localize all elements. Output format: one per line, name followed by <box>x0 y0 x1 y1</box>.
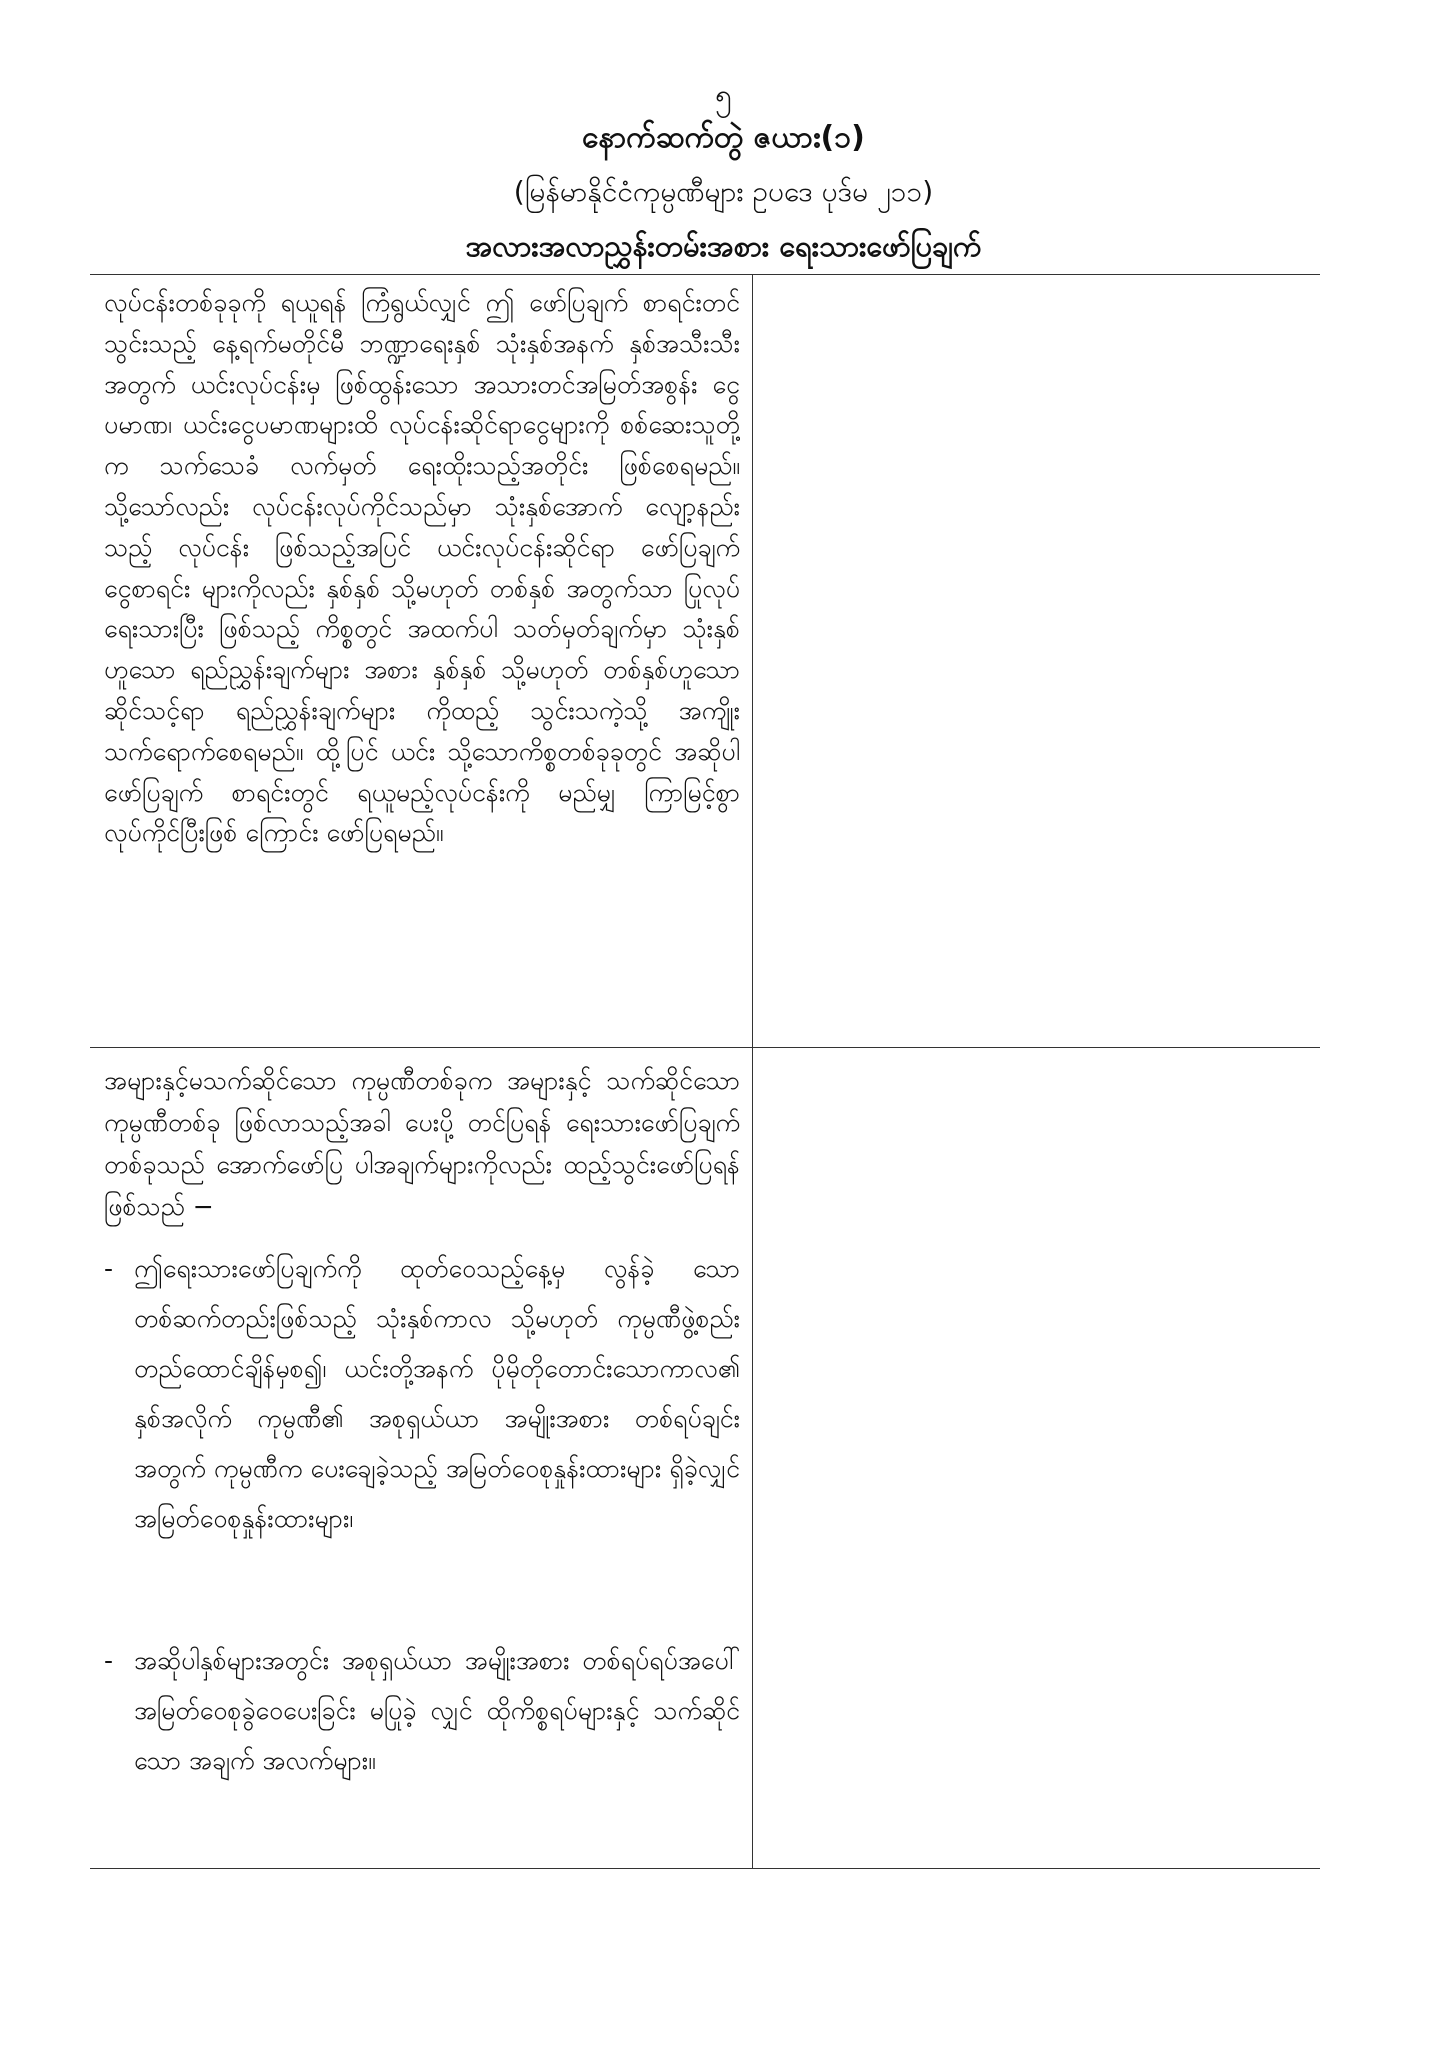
row-2-intro-text: အများနှင့်မသက်ဆိုင်သော ကုမ္ပဏီတစ်ခုက အများနှင့် သက်ဆိုင်သောကုမ္ပဏီတစ်ခု ဖြစ်လာသည့်အခါ ပေးပို့ တင်ပြရန် ရေးသားဖော်ပြချက်တစ်ခုသည် အောက်ဖော်ပြ ပါအချက်များကိုလည်း ထည့်သွင်းဖော်ပြရန် ဖြစ်သည် − <box>104 1066 740 1221</box>
bullet-dash: - <box>104 1254 114 1283</box>
bullet-text: အဆိုပါနှစ်များအတွင်း အစုရှယ်ယာ အမျိုးအစား တစ်ရပ်ရပ်အပေါ် အမြတ်ဝေစုခွဲဝေပေးခြင်း မပြုခဲ့ လျှင် ထိုကိစ္စရပ်များနှင့် သက်ဆိုင်သော အချက် အလက်များ။ <box>134 1646 740 1775</box>
table-column-divider <box>752 274 753 1868</box>
annex-title: နောက်ဆက်တွဲ ဇယား(၁) <box>582 120 865 155</box>
annex-subtitle: (မြန်မာနိုင်ငံကုမ္ပဏီများ ဥပဒေ ပုဒ်မ ၂၁၁) <box>513 175 934 208</box>
form-title: အလားအလာညွှန်းတမ်းအစား ရေးသားဖော်ပြချက် <box>465 229 982 263</box>
row-1-left-text: လုပ်ငန်းတစ်ခုခုကို ရယူရန် ကြံရွယ်လျှင် ဤ ဖော်ပြချက် စာရင်းတင်သွင်းသည့် နေ့ရက်မတိုင်မီ ဘဏ္ဍာရေးနှစ် သုံးနှစ်အနက် နှစ်အသီးသီး အတွက် ယင်းလုပ်ငန်းမှ ဖြစ်ထွန်းသော အသားတင်အမြတ်အစွန်း ငွေပမာဏ၊ ယင်းငွေပမာဏများထိ လုပ်ငန်းဆိုင်ရာငွေများကို စစ်ဆေးသူတို့က သက်သေခံ လက်မှတ် ရေးထိုးသည့်အတိုင်း ဖြစ်စေရမည်။ သို့သော်လည်း လုပ်ငန်းလုပ်ကိုင်သည်မှာ သုံးနှစ်အောက် လျော့နည်းသည့် လုပ်ငန်း ဖြစ်သည့်အပြင် ယင်းလုပ်ငန်းဆိုင်ရာ ဖော်ပြချက် ငွေစာရင်း များကိုလည်း နှစ်နှစ် သို့မဟုတ် တစ်နှစ် အတွက်သာ ပြုလုပ် ရေးသားပြီး ဖြစ်သည့် ကိစ္စတွင် အထက်ပါ သတ်မှတ်ချက်မှာ သုံးနှစ် ဟူသော ရည်ညွှန်းချက်များ အစား နှစ်နှစ် သို့မဟုတ် တစ်နှစ်ဟူသော ဆိုင်သင့်ရာ ရည်ညွှန်းချက်များ ကိုထည့် သွင်းသကဲ့သို့ အကျိုးသက်ရောက်စေရမည်။ ထို့ပြင် ယင်း သို့သောကိစ္စတစ်ခုခုတွင် အဆိုပါဖော်ပြချက် စာရင်းတွင် ရယူမည့်လုပ်ငန်းကို မည်မျှ ကြာမြင့်စွာ လုပ်ကိုင်ပြီးဖြစ် ကြောင်း ဖော်ပြရမည်။ <box>104 288 740 848</box>
bullet-text: ဤရေးသားဖော်ပြချက်ကို ထုတ်ဝေသည့်နေ့မှ လွန်ခဲ့ သော တစ်ဆက်တည်းဖြစ်သည့် သုံးနှစ်ကာလ သို့မဟုတ် ကုမ္ပဏီဖွဲ့စည်းတည်ထောင်ချိန်မှစ၍၊ ယင်းတို့အနက် ပိုမိုတိုတောင်းသောကာလ၏ နှစ်အလိုက် ကုမ္ပဏီ၏ အစုရှယ်ယာ အမျိုးအစား တစ်ရပ်ချင်း အတွက် ကုမ္ပဏီက ပေးချေခဲ့သည့် အမြတ်ဝေစုနှုန်းထားများ ရှိခဲ့လျှင် အမြတ်ဝေစုနှုန်းထားများ၊ <box>134 1254 740 1533</box>
bullet-dash: - <box>104 1646 114 1675</box>
table-bottom-rule <box>90 1868 1320 1869</box>
page-number: ၅ <box>715 78 732 113</box>
table-top-rule <box>90 274 1320 275</box>
list-item <box>104 1244 740 1544</box>
table-row-divider <box>90 1047 1320 1048</box>
list-item <box>104 1636 740 1786</box>
